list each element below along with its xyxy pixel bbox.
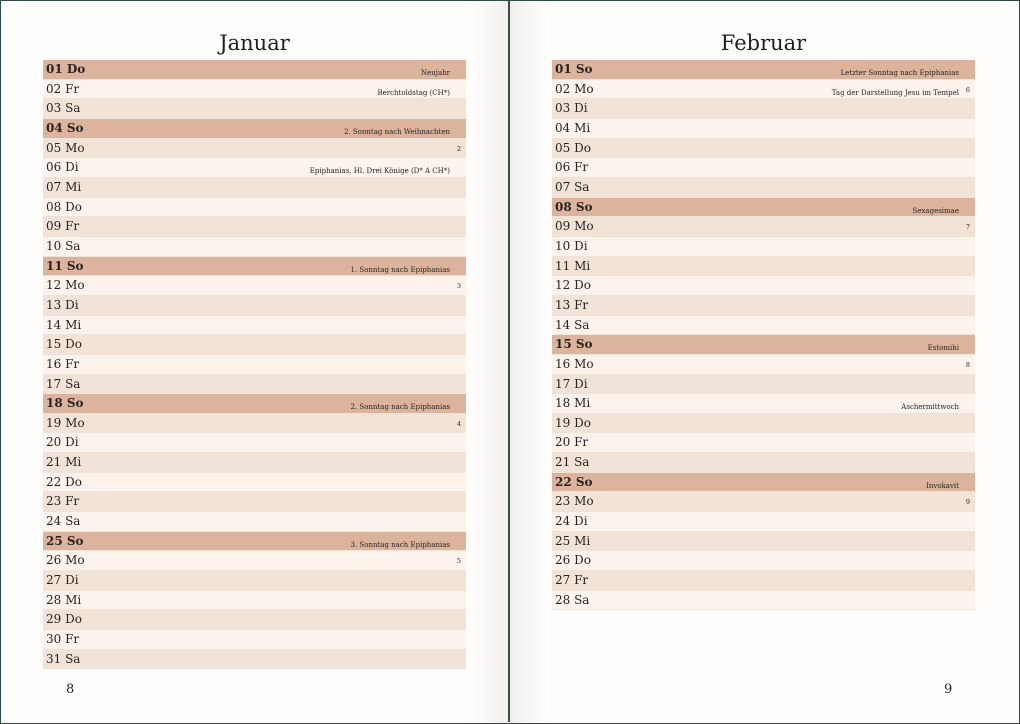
day-label: 16 Fr [46, 356, 80, 371]
day-label: 07 Mi [46, 179, 82, 194]
day-row [552, 453, 975, 473]
day-row [552, 551, 975, 571]
day-label: 01 So [555, 62, 593, 76]
day-label: 29 Do [46, 612, 82, 627]
day-label: 17 Sa [46, 376, 81, 391]
day-label: 26 Mo [46, 553, 85, 568]
holiday-label: Epiphanias, Hl. Drei Könige (D* A CH*) [309, 167, 450, 176]
week-number: 5 [456, 557, 461, 566]
day-label: 06 Fr [555, 160, 589, 175]
day-row [552, 433, 975, 453]
day-label: 02 Fr [46, 81, 80, 96]
day-label: 21 Sa [555, 455, 590, 470]
day-label: 20 Fr [555, 435, 589, 450]
day-label: 10 Sa [46, 238, 81, 253]
holiday-label: 3. Sonntag nach Epiphanias [350, 540, 450, 549]
day-label: 07 Sa [555, 179, 590, 194]
day-label: 12 Do [555, 278, 591, 293]
holiday-label: 2. Sonntag nach Weihnachten [343, 127, 450, 136]
month-title: Februar [720, 31, 807, 55]
day-label: 14 Sa [555, 317, 590, 332]
month-title: Januar [219, 31, 290, 55]
holiday-label: Berchtoldstag (CH*) [377, 88, 450, 97]
sunday-row [552, 473, 975, 493]
week-number: 7 [965, 223, 970, 232]
day-row [552, 375, 975, 395]
day-row [552, 119, 975, 139]
day-label: 28 Mi [46, 592, 82, 607]
day-label: 25 So [46, 533, 84, 548]
day-label: 06 Di [46, 160, 79, 175]
day-label: 03 Sa [46, 101, 81, 116]
day-label: 27 Fr [555, 573, 589, 588]
sunday-row [552, 335, 975, 355]
week-number: 6 [965, 85, 970, 94]
day-label: 22 So [555, 474, 593, 489]
day-label: 12 Mo [46, 278, 85, 293]
day-label: 23 Fr [46, 494, 80, 509]
day-label: 18 Mi [555, 396, 591, 411]
day-row [552, 217, 975, 237]
day-row [552, 99, 975, 119]
day-row [552, 414, 975, 434]
day-row [552, 80, 975, 100]
day-label: 31 Sa [46, 651, 81, 666]
holiday-label: Aschermittwoch [901, 403, 959, 412]
holiday-label: 2. Sonntag nach Epiphanias [350, 403, 450, 412]
day-row [552, 316, 975, 336]
day-label: 04 Mi [555, 120, 591, 135]
day-row [552, 394, 975, 414]
holiday-label: 1. Sonntag nach Epiphanias [350, 265, 450, 274]
day-label: 11 Mi [555, 258, 591, 273]
week-number: 3 [456, 282, 461, 291]
day-row [552, 158, 975, 178]
page-number: 9 [944, 682, 953, 697]
day-row [552, 512, 975, 532]
holiday-label: Sexagesimae [912, 206, 959, 215]
day-label: 10 Di [555, 238, 588, 253]
day-label: 05 Do [555, 140, 591, 155]
holiday-label: Neujahr [421, 69, 450, 77]
page-number: 8 [66, 682, 75, 697]
day-row [552, 532, 975, 552]
day-label: 25 Mi [555, 533, 591, 548]
day-row [552, 139, 975, 159]
day-label: 24 Sa [46, 514, 81, 529]
day-label: 20 Di [46, 435, 79, 450]
holiday-label: Tag der Darstellung Jesu im Tempel [831, 88, 959, 97]
day-label: 02 Mo [555, 81, 594, 96]
day-row [552, 237, 975, 257]
day-row [552, 492, 975, 512]
day-label: 13 Di [46, 297, 79, 312]
week-number: 8 [965, 360, 970, 369]
week-number: 4 [456, 419, 461, 428]
day-label: 03 Di [555, 101, 588, 116]
day-row [552, 257, 975, 277]
day-label: 21 Mi [46, 455, 82, 470]
day-label: 08 Do [46, 199, 82, 214]
holiday-label: Estomihi [927, 344, 959, 353]
day-label: 24 Di [555, 514, 588, 529]
day-row [552, 276, 975, 296]
week-number: 2 [456, 144, 461, 153]
day-row [552, 591, 975, 611]
day-label: 16 Mo [555, 356, 594, 371]
day-label: 09 Mo [555, 219, 594, 234]
day-label: 11 So [46, 258, 84, 273]
day-label: 13 Fr [555, 297, 589, 312]
day-label: 19 Do [555, 415, 591, 430]
day-label: 15 So [555, 337, 593, 352]
day-row [552, 178, 975, 198]
week-number: 9 [965, 498, 970, 507]
day-label: 14 Mi [46, 317, 82, 332]
day-label: 28 Sa [555, 592, 590, 607]
day-label: 19 Mo [46, 415, 85, 430]
day-label: 15 Do [46, 337, 82, 352]
day-label: 23 Mo [555, 494, 594, 509]
day-label: 18 So [46, 396, 84, 411]
day-label: 09 Fr [46, 219, 80, 234]
holiday-label: Invokavit [926, 481, 959, 490]
day-row [552, 571, 975, 591]
day-row [552, 296, 975, 316]
day-label: 27 Di [46, 573, 79, 588]
sunday-row [552, 198, 975, 218]
holiday-label: Letzter Sonntag nach Epiphanias [840, 69, 959, 77]
day-row [552, 355, 975, 375]
day-label: 26 Do [555, 553, 591, 568]
day-label: 30 Fr [46, 632, 80, 647]
sunday-row [552, 60, 975, 80]
day-label: 17 Di [555, 376, 588, 391]
day-label: 01 Do [46, 62, 86, 76]
day-label: 22 Do [46, 474, 82, 489]
day-label: 05 Mo [46, 140, 85, 155]
day-label: 04 So [46, 120, 84, 135]
day-list [552, 60, 975, 610]
day-label: 08 So [555, 199, 593, 214]
